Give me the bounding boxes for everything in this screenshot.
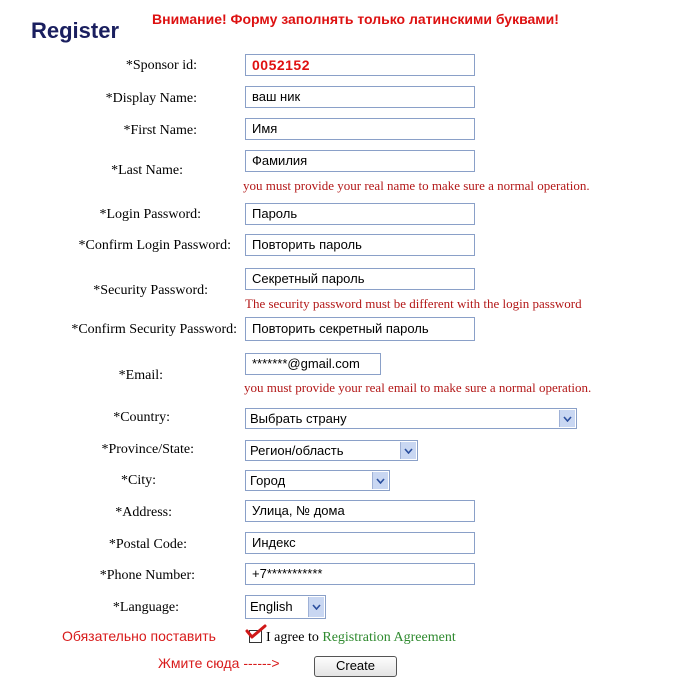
create-button[interactable]: Create — [314, 656, 397, 677]
chevron-down-icon[interactable] — [400, 442, 416, 459]
display-name-label: *Display Name: — [105, 91, 197, 106]
agreement-text-wrap — [266, 630, 456, 646]
first-name-input[interactable]: Имя — [245, 118, 475, 140]
chevron-down-icon[interactable] — [559, 410, 575, 427]
confirm-security-password-label: *Confirm Security Password: — [71, 322, 237, 337]
sponsor-id-label: *Sponsor id: — [125, 58, 197, 73]
country-select[interactable] — [245, 408, 577, 429]
login-password-label: *Login Password: — [99, 207, 201, 222]
language-select-value: English — [250, 599, 293, 614]
province-select-value: Регион/область — [250, 443, 344, 458]
login-password-input[interactable]: Пароль — [245, 203, 475, 225]
province-select[interactable] — [245, 440, 418, 461]
sponsor-id-input[interactable]: 0052152 — [245, 54, 475, 76]
last-name-note: you must provide your real name to make sure a normal operation. — [243, 178, 590, 193]
agreement-text: I agree to — [266, 630, 323, 645]
confirm-security-password-input[interactable]: Повторить секретный пароль — [245, 317, 475, 341]
language-select[interactable] — [245, 595, 326, 619]
security-password-note: The security password must be different with the login password — [245, 296, 582, 311]
city-select[interactable] — [245, 470, 390, 491]
first-name-label: *First Name: — [123, 123, 197, 138]
confirm-login-password-label: *Confirm Login Password: — [78, 238, 231, 253]
email-label: *Email: — [118, 368, 163, 383]
language-label: *Language: — [112, 600, 179, 615]
security-password-label: *Security Password: — [93, 283, 208, 298]
address-input[interactable]: Улица, № дома — [245, 500, 475, 522]
city-label: *City: — [120, 473, 156, 488]
last-name-label: *Last Name: — [111, 163, 183, 178]
phone-number-label: *Phone Number: — [99, 568, 195, 583]
email-input[interactable]: *******@gmail.com — [245, 353, 381, 375]
confirm-login-password-input[interactable]: Повторить пароль — [245, 234, 475, 256]
postal-code-label: *Postal Code: — [108, 537, 187, 552]
country-label: *Country: — [113, 410, 170, 425]
page-title: Register — [31, 18, 120, 43]
province-label: *Province/State: — [101, 442, 194, 457]
country-select-value: Выбрать страну — [250, 411, 347, 426]
chevron-down-icon[interactable] — [308, 597, 324, 617]
chevron-down-icon[interactable] — [372, 472, 388, 489]
security-password-input[interactable]: Секретный пароль — [245, 268, 475, 290]
phone-number-input[interactable]: +7*********** — [245, 563, 475, 585]
last-name-input[interactable]: Фамилия — [245, 150, 475, 172]
latin-only-warning: Внимание! Форму заполнять только латинскими буквами! — [152, 11, 559, 27]
agreement-hint: Обязательно поставить — [62, 628, 216, 644]
submit-hint: Жмите сюда ------> — [158, 655, 280, 671]
address-label: *Address: — [115, 505, 172, 520]
check-mark-icon — [245, 624, 267, 642]
city-select-value: Город — [250, 473, 286, 488]
registration-agreement-link[interactable]: Registration Agreement — [322, 630, 456, 645]
display-name-input[interactable]: ваш ник — [245, 86, 475, 108]
postal-code-input[interactable]: Индекс — [245, 532, 475, 554]
email-note: you must provide your real email to make sure a normal operation. — [244, 380, 592, 395]
